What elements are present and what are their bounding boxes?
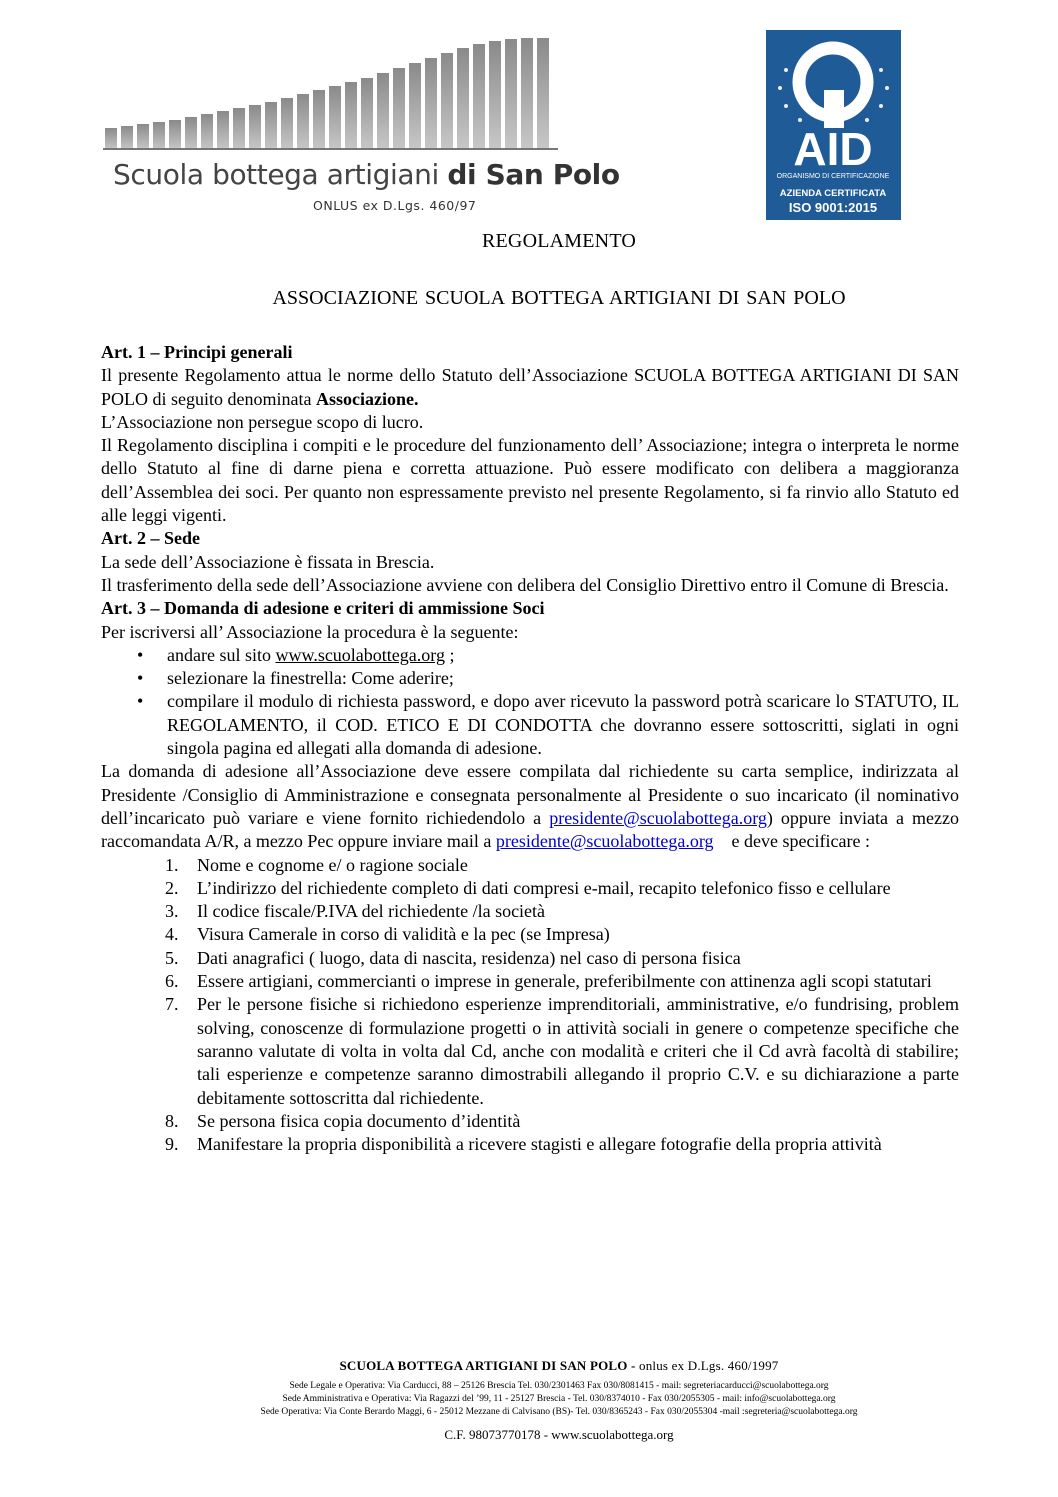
- list-item: [101, 690, 959, 760]
- document-subtitle: ASSOCIAZIONE SCUOLA BOTTEGA ARTIGIANI DI SAN POLO: [272, 287, 846, 309]
- logo-subtitle: ONLUS ex D.Lgs. 460/97: [313, 198, 477, 213]
- item-text: Il codice fiscale/P.IVA del richiedente /la società: [197, 901, 546, 922]
- aid-iso-text: ISO 9001:2015: [788, 200, 878, 215]
- item-text: Nome e cognome e/ o ragione sociale: [197, 854, 468, 875]
- art1-paragraph-2: L’Associazione non persegue scopo di lucro.: [101, 411, 424, 432]
- footer-tax-code: C.F. 98073770178 - www.scuolabottega.org: [444, 1427, 674, 1442]
- art1-paragraph-3: Il Regolamento disciplina i compiti e le procedure del funzionamento dell’ Associazione; integra o interpreta le norme dello Statuto al fine di darne piena e corretta attuazione. Può essere modificato con delibera a maggioranza dell’Assemblea dei soci. Per quanto non espressamente previsto nel presente Regolamento, si fa rinvio allo Statuto ed alle leggi vigenti.: [101, 435, 959, 526]
- art2-paragraph-2: Il trasferimento della sede dell’Associazione avviene con delibera del Consiglio Direttivo entro il Comune di Brescia.: [101, 574, 949, 595]
- aid-certification-logo: [766, 30, 901, 220]
- footer-org-name: SCUOLA BOTTEGA ARTIGIANI DI SAN POLO -: [339, 1358, 640, 1373]
- item-number: 5.: [165, 947, 179, 968]
- bullet-text: andare sul sito: [167, 644, 276, 665]
- list-item: [101, 947, 959, 970]
- item-number: 1.: [165, 854, 179, 875]
- item-text: Manifestare la propria disponibilità a ricevere stagisti e allegare fotografie della propria attività: [197, 1134, 882, 1155]
- item-text: Per le persone fisiche si richiedono esperienze imprenditoriali, amministrative, e/o fundrising, problem solving, conoscenze di formulazione progetti o in attività sociali in genere o competenze specifiche che saranno valutate di volta in volta dal Cd, anche con modalità e criteri che il Cd avrà facoltà di stabilire; tali esperienze e competenze saranno dimostrabili allegando il proprio C.V. e su dichiarazione a parte debitamente sottoscritta dal richiedente.: [197, 994, 959, 1108]
- item-number: 6.: [165, 971, 179, 992]
- list-item: [101, 854, 959, 877]
- website-link[interactable]: www.scuolabottega.org: [275, 644, 445, 665]
- item-number: 7.: [165, 994, 179, 1015]
- item-number: 3.: [165, 901, 179, 922]
- document-body: [101, 341, 959, 1156]
- art3-application-paragraph: [101, 760, 959, 853]
- school-logo: [103, 38, 620, 213]
- item-number: 4.: [165, 924, 179, 945]
- bullet-icon: •: [137, 644, 144, 665]
- list-item: [101, 667, 959, 690]
- list-item: [101, 644, 959, 667]
- list-item: [101, 900, 959, 923]
- item-text: Visura Camerale in corso di validità e la pec (se Impresa): [197, 924, 610, 945]
- aid-tagline: ORGANISMO DI CERTIFICAZIONE: [776, 173, 890, 180]
- application-text-c: e deve specificare :: [713, 831, 870, 852]
- aid-brand-text: AID: [793, 123, 873, 175]
- item-text: Dati anagrafici ( luogo, data di nascita, residenza) nel caso di persona fisica: [197, 947, 741, 968]
- footer-address-2: Sede Amministrativa e Operativa: Via Ragazzi del ’99, 11 - 25127 Brescia - Tel. 030/8374010 - Fax 030/2055305 - mail: info@scuolabottega.org: [282, 1394, 836, 1404]
- bullet-icon: •: [137, 691, 144, 712]
- logo-name-text: Scuola bottega artigiani: [113, 158, 439, 191]
- list-item: [101, 993, 959, 1109]
- bullet-text: selezionare la finestrella: Come aderire;: [167, 668, 454, 689]
- item-number: 9.: [165, 1134, 179, 1155]
- procedure-list: [101, 644, 959, 760]
- art2-heading: Art. 2 – Sede: [101, 528, 200, 549]
- art3-intro: Per iscriversi all’ Associazione la procedura è la seguente:: [101, 621, 519, 642]
- footer-org-suffix: onlus ex D.Lgs. 460/1997: [639, 1358, 779, 1373]
- item-text: Se persona fisica copia documento d’identità: [197, 1110, 521, 1131]
- footer-address-1: Sede Legale e Operativa: Via Carducci, 88 – 25126 Brescia Tel. 030/2301463 Fax 030/8081415 - mail: segreteriacarducci@scuolabottega.org: [289, 1381, 829, 1391]
- president-email-link[interactable]: presidente@scuolabottega.org: [549, 807, 767, 828]
- bullet-icon: •: [137, 668, 144, 689]
- list-item: [101, 1133, 959, 1156]
- item-text: L’indirizzo del richiedente completo di dati compresi e-mail, recapito telefonico fisso e cellulare: [197, 877, 891, 898]
- item-number: 2.: [165, 877, 179, 898]
- application-text-b: ) oppure inviata a mezzo raccomandata A/R, a mezzo Pec oppure inviare mail a: [101, 807, 960, 852]
- art2-paragraph-1: La sede dell’Associazione è fissata in Brescia.: [101, 551, 435, 572]
- application-text-a: La domanda di adesione all’Associazione deve essere compilata dal richiedente su carta semplice, indirizzata al Presidente /Consiglio di Amministrazione e consegnata personalmente al Presidente o suo incaricato (il nominativo dell’incaricato può variare e viene fornito richiedendolo a: [101, 761, 959, 828]
- bullet-text-suffix: ;: [444, 644, 455, 665]
- item-number: 8.: [165, 1110, 179, 1131]
- president-email-link-2[interactable]: presidente@scuolabottega.org: [495, 831, 714, 852]
- document-title: REGOLAMENTO: [481, 230, 637, 252]
- logo-name: [113, 158, 620, 191]
- art1-p1-text: Il presente Regolamento attua le norme dello Statuto dell’Associazione SCUOLA BOTTEGA ARTIGIANI DI SAN POLO di seguito denominata: [101, 365, 959, 409]
- art1-p1-bold: Associazione.: [315, 388, 419, 409]
- aid-cert-text: AZIENDA CERTIFICATA: [779, 188, 887, 199]
- list-item: [101, 923, 959, 946]
- requirements-list: [101, 854, 959, 1157]
- item-text: Essere artigiani, commercianti o imprese in generale, preferibilmente con attinenza agli scopi statutari: [197, 971, 932, 992]
- logo-name-bold: di San Polo: [447, 158, 620, 191]
- bullet-text: compilare il modulo di richiesta password, e dopo aver ricevuto la password potrà scaricare lo STATUTO, IL REGOLAMENTO, il COD. ETICO E DI CONDOTTA che dovranno essere sottoscritti, siglati in ogni singola pagina ed allegati alla domanda di adesione.: [167, 691, 959, 759]
- footer-org: [0, 1358, 1058, 1374]
- art3-heading: Art. 3 – Domanda di adesione e criteri di ammissione Soci: [101, 598, 545, 619]
- bars-graphic: [103, 38, 558, 150]
- footer-address-3: Sede Operativa: Via Conte Berardo Maggi, 6 - 25012 Mezzane di Calvisano (BS)- Tel. 030/8365243 - Fax 030/2055304 -mail :segreteria@scuolabottega.org: [260, 1407, 858, 1417]
- art1-paragraph-1: [101, 364, 959, 411]
- list-item: [101, 1110, 959, 1133]
- list-item: [101, 970, 959, 993]
- list-item: [101, 877, 959, 900]
- art1-heading: Art. 1 – Principi generali: [101, 342, 293, 362]
